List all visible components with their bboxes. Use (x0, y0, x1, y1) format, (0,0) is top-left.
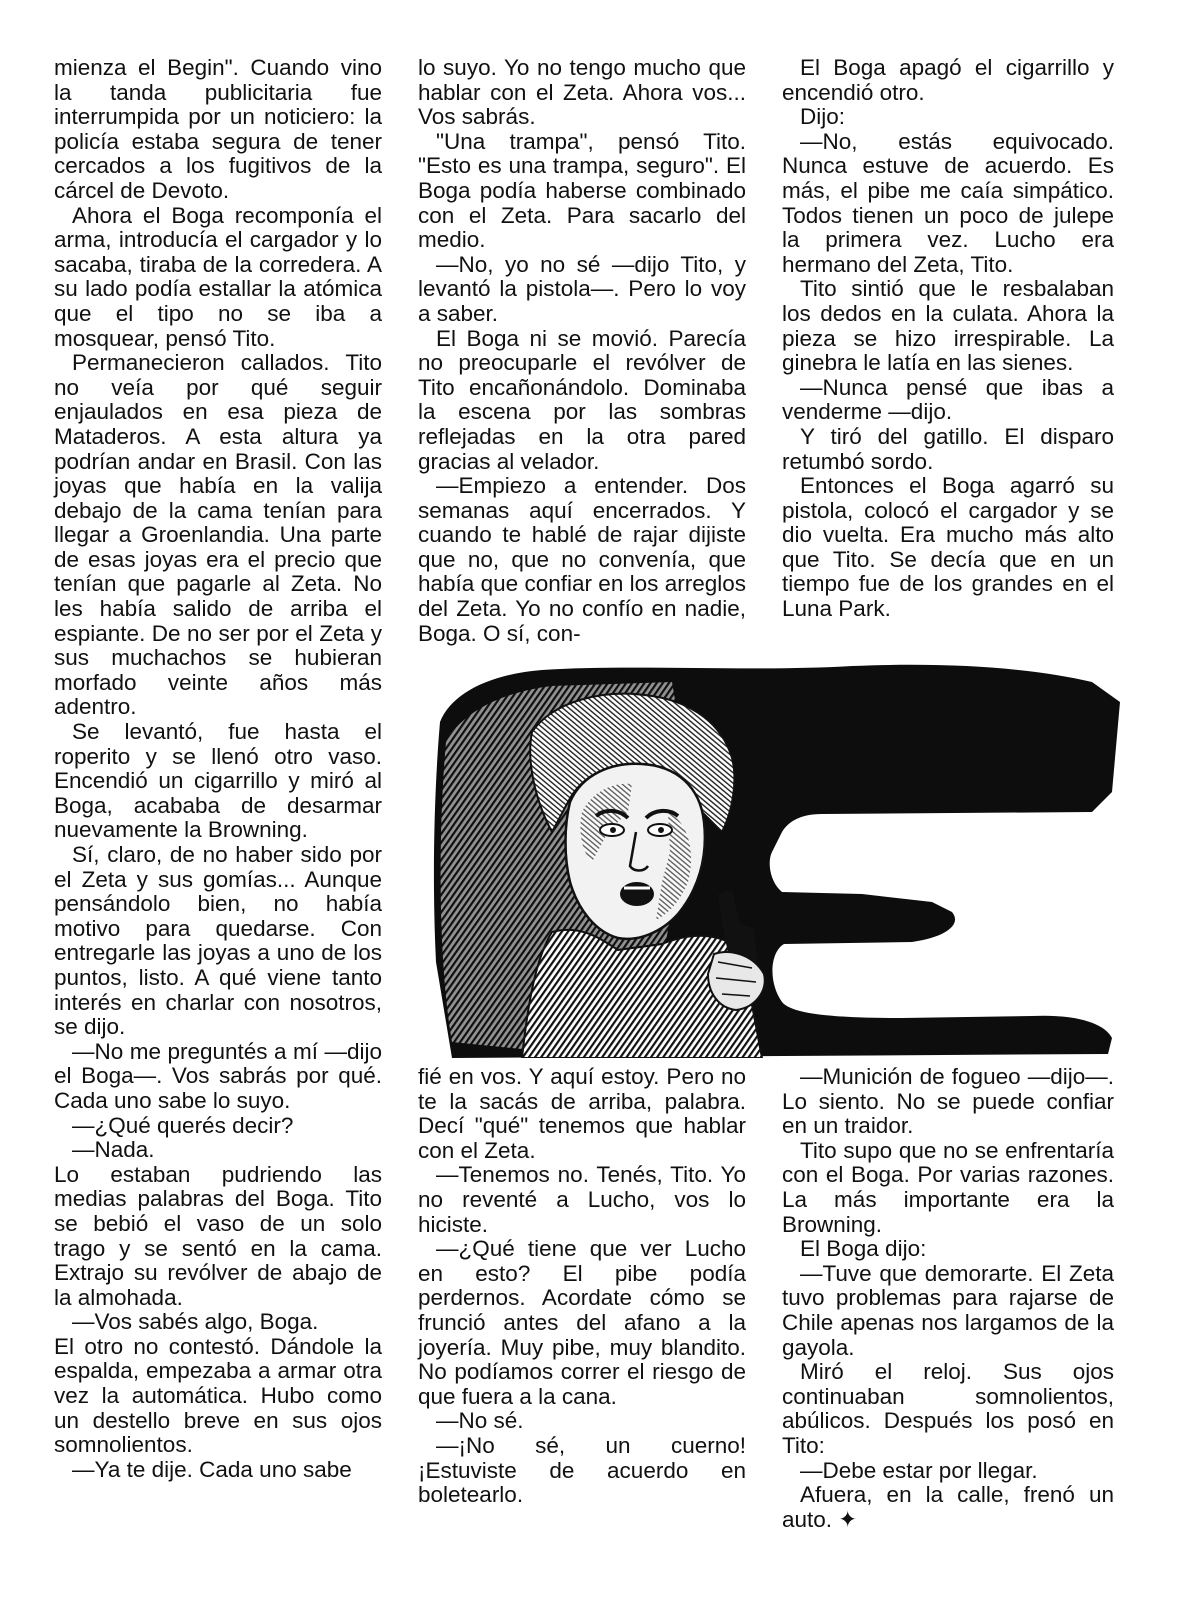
text-column-3-bottom (782, 1065, 1114, 1532)
paragraph: Ahora el Boga recomponía el arma, introducía el cargador y lo sacaba, tiraba de la corredera. A su lado podía estallar la atómica que el tipo no se iba a mosquear, pensó Tito. (54, 202, 382, 351)
paragraph: Permanecieron callados. Tito no veía por qué seguir enjaulados en esa pieza de Mataderos. A esta altura ya podrían andar en Brasil. Con las joyas que había en la valija debajo de la cama tenían para llegar a Groenlandia. Una parte de esas joyas era el precio que tenían que pagarle al Zeta. No les había salido de arriba el espiante. De no ser por el Zeta y sus muchachos se hubieran morfado veinte años más adentro. (54, 350, 382, 720)
paragraph: El Boga dijo: (800, 1236, 927, 1262)
paragraph: El Boga ni se movió. Parecía no preocuparle el revólver de Tito encañonándolo. Dominaba la escena por las sombras reflejadas en la otra pared gracias al velador. (418, 325, 746, 474)
paragraph: Afuera, en la calle, frenó un auto. ✦ (782, 1482, 1114, 1532)
paragraph: El Boga apagó el cigarrillo y encendió otro. (782, 55, 1114, 105)
paragraph: "Una trampa", pensó Tito. "Esto es una trampa, seguro". El Boga podía haberse combinado con el Zeta. Para sacarlo del medio. (418, 128, 746, 253)
open-mouth (620, 882, 654, 906)
paragraph: —Empiezo a entender. Dos semanas aquí encerrados. Y cuando te hablé de rajar dijiste que no, que no convenía, que había que confiar en los arreglos del Zeta. Yo no confío en nadie, Boga. O sí, con- (418, 473, 746, 646)
paragraph: —¡No sé, un cuerno! ¡Estuviste de acuerdo en boletearlo. (418, 1432, 746, 1508)
illustration-frightened-man (432, 662, 1120, 1058)
paragraph: —Tenemos no. Tenés, Tito. Yo no reventé a Lucho, vos lo hiciste. (418, 1162, 746, 1237)
paragraph: —Vos sabés algo, Boga. (72, 1309, 319, 1335)
paragraph: Dijo: (800, 104, 846, 130)
text-column-2 (418, 56, 746, 646)
paragraph: —¿Qué querés decir? (72, 1112, 294, 1138)
text-column-1 (54, 56, 382, 1482)
paragraph: —¿Qué tiene que ver Lucho en esto? El pibe podía perdernos. Acordate cómo se frunció antes del afano a la joyería. Muy pibe, muy blandito. No podíamos correr el riesgo de que fuera a la cana. (418, 1236, 746, 1409)
paragraph: —No me preguntés a mí —dijo el Boga—. Vos sabrás por qué. Cada uno sabe lo suyo. (54, 1038, 382, 1113)
paragraph: —No, yo no sé —dijo Tito, y levantó la pistola—. Pero lo voy a saber. (418, 251, 746, 326)
paragraph: Sí, claro, de no haber sido por el Zeta y sus gomías... Aunque pensándolo bien, no había motivo para quedarse. Con entregarle las joyas a uno de los puntos, listo. A qué viene tanto interés en charlar con nosotros, se dijo. (54, 842, 382, 1040)
paragraph: lo suyo. Yo no tengo mucho que hablar con el Zeta. Ahora vos... Vos sabrás. (418, 55, 746, 130)
paragraph: —Debe estar por llegar. (800, 1457, 1038, 1483)
paragraph: —Munición de fogueo —dijo—. Lo siento. No se puede confiar en un traidor. (782, 1064, 1114, 1139)
paragraph: Miró el reloj. Sus ojos continuaban somnolientos, abúlicos. Después los posó en Tito: (782, 1359, 1114, 1458)
paragraph: mienza el Begin". Cuando vino la tanda publicitaria fue interrumpida por un noticiero: la policía estaba segura de tener cercados a los fugitivos de la cárcel de Devoto. (54, 55, 382, 203)
paragraph: —No sé. (436, 1408, 524, 1434)
text-column-3 (782, 56, 1114, 622)
paragraph: fié en vos. Y aquí estoy. Pero no te la sacás de arriba, palabra. Decí "qué" tenemos que hablar con el Zeta. (418, 1064, 746, 1163)
paragraph: Se levantó, fue hasta el roperito y se llenó otro vaso. Encendió un cigarrillo y miró al Boga, acababa de desarmar nuevamente la Browning. (54, 719, 382, 843)
paragraph: Tito supo que no se enfrentaría con el Boga. Por varias razones. La más importante era la Browning. (782, 1137, 1114, 1237)
left-pupil (610, 827, 616, 833)
paragraph: —Tuve que demorarte. El Zeta tuvo problemas para rajarse de Chile apenas nos largamos de la gayola. (782, 1260, 1114, 1360)
paragraph: —Ya te dije. Cada uno sabe (72, 1456, 352, 1482)
paragraph: Tito sintió que le resbalaban los dedos en la culata. Ahora la pieza se hizo irrespirable. La ginebra le latía en las sienes. (782, 276, 1114, 376)
paragraph: Lo estaban pudriendo las medias palabras del Boga. Tito se bebió el vaso de un solo trago y se sentó en la cama. Extrajo su revólver de abajo de la almohada. (54, 1161, 382, 1310)
paragraph: Y tiró del gatillo. El disparo retumbó sordo. (782, 423, 1114, 474)
text-column-2-bottom (418, 1065, 746, 1508)
paragraph: Entonces el Boga agarró su pistola, colocó el cargador y se dio vuelta. Era mucho más alto que Tito. Se decía que en un tiempo fue de los grandes en el Luna Park. (782, 473, 1114, 622)
paragraph: —Nada. (72, 1137, 155, 1163)
paragraph: —No, estás equivocado. Nunca estuve de acuerdo. Es más, el pibe me caía simpático. Todos tienen un poco de julepe la primera vez. Lucho era hermano del Zeta, Tito. (782, 128, 1114, 277)
paragraph: El otro no contestó. Dándole la espalda, empezaba a armar otra vez la automática. Hubo como un destello breve en sus ojos somnolientos. (54, 1333, 382, 1458)
paragraph: —Nunca pensé que ibas a venderme —dijo. (782, 374, 1114, 425)
right-pupil (658, 827, 664, 833)
